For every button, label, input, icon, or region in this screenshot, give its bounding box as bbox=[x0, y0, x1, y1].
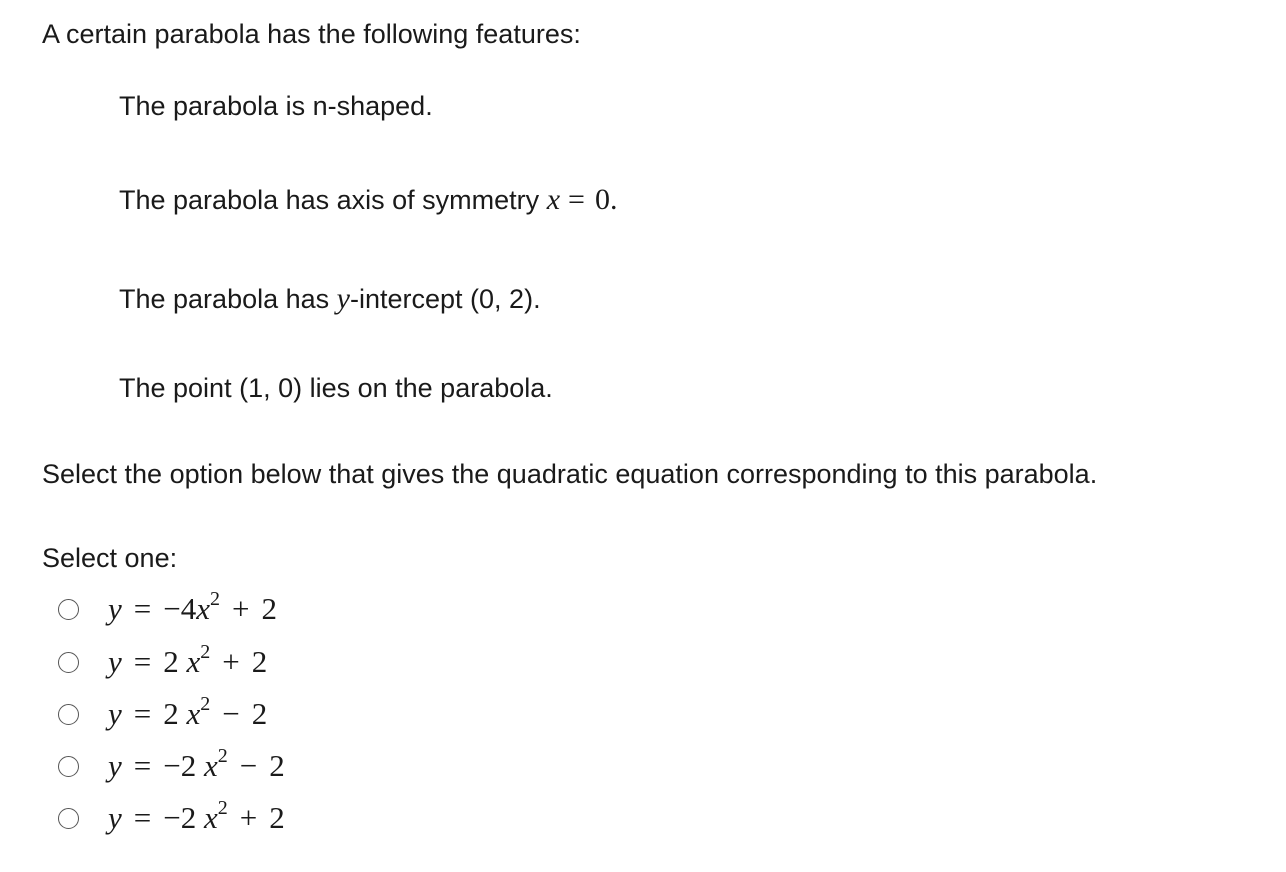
option-equation-1: $y = -4x^2 + 2$ bbox=[108, 588, 277, 626]
answer-option-4[interactable] bbox=[58, 743, 285, 789]
option-equation-3: y = 2 $x^2 - 2$ bbox=[108, 693, 268, 731]
feature-intercept-suffix: -intercept (0, 2). bbox=[350, 284, 541, 314]
answer-option-3[interactable] bbox=[58, 691, 267, 737]
question-intro: A certain parabola has the following features: bbox=[42, 19, 581, 49]
option-radio-5[interactable] bbox=[58, 808, 79, 829]
feature-axis-of-symmetry bbox=[119, 183, 617, 217]
answer-option-1[interactable] bbox=[58, 586, 277, 632]
feature-y-intercept bbox=[119, 282, 541, 316]
option-radio-4[interactable] bbox=[58, 756, 79, 777]
answer-option-5[interactable] bbox=[58, 795, 285, 841]
question-instruction: Select the option below that gives the quadratic equation corresponding to this parabola. bbox=[42, 459, 1098, 489]
feature-shape: The parabola is n-shaped. bbox=[119, 91, 433, 121]
feature-intercept-prefix: The parabola has bbox=[119, 284, 330, 314]
axis-equals: = bbox=[568, 183, 585, 216]
answer-option-2[interactable] bbox=[58, 639, 267, 685]
select-one-label: Select one: bbox=[42, 543, 178, 573]
feature-axis-prefix: The parabola has axis of symmetry bbox=[119, 185, 540, 215]
axis-equation bbox=[547, 183, 618, 216]
axis-period: . bbox=[609, 183, 618, 216]
intercept-var: y bbox=[336, 282, 350, 315]
option-equation-5: y = −2 $x^2 + 2$ bbox=[108, 797, 285, 835]
option-radio-3[interactable] bbox=[58, 704, 79, 725]
axis-value: 0 bbox=[594, 183, 610, 216]
option-equation-4: y = −2 $x^2 - 2$ bbox=[108, 745, 285, 783]
option-radio-2[interactable] bbox=[58, 652, 79, 673]
option-equation-2: y = 2 $x^2 + 2$ bbox=[108, 641, 268, 679]
option-radio-1[interactable] bbox=[58, 599, 79, 620]
axis-var: x bbox=[546, 183, 561, 216]
feature-point: The point (1, 0) lies on the parabola. bbox=[119, 373, 553, 403]
